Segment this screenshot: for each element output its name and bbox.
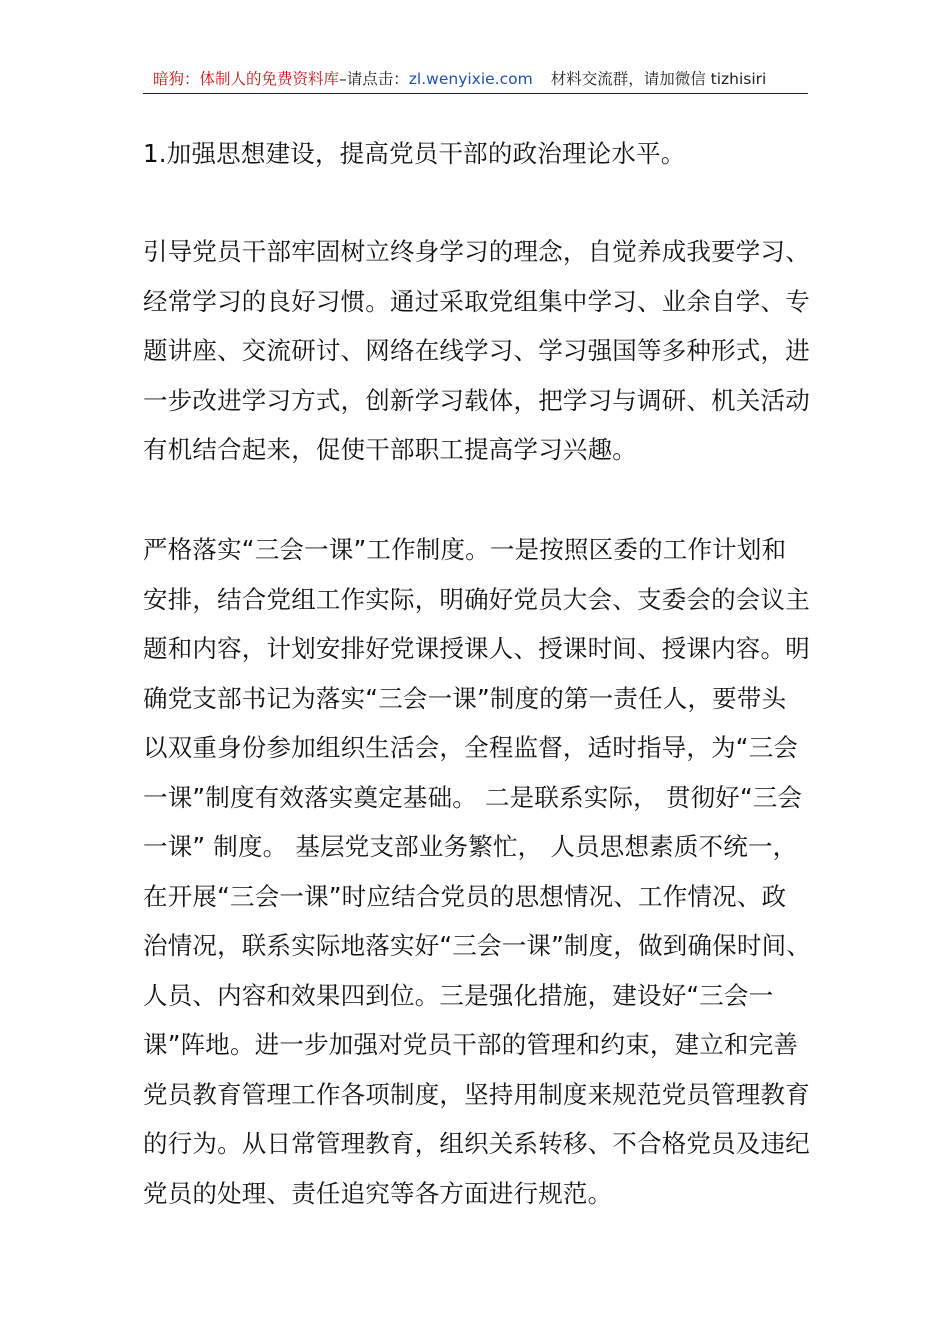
paragraph-line: 有机结合起来，促使干部职工提高学习兴趣。	[143, 435, 637, 464]
header-group-text: 材料交流群，请加微信 tizhisiri	[550, 70, 767, 88]
paragraph-line: 引导党员干部牢固树立终身学习的理念，自觉养成我要学习、	[143, 237, 810, 266]
header-brand: 暗狗：体制人的免费资料库	[153, 70, 340, 88]
paragraph-line: 一课”制度有效落实奠定基础。 二是联系实际， 贯彻好“三会	[143, 783, 803, 812]
page-header	[143, 66, 808, 94]
paragraph-line: 安排，结合党组工作实际，明确好党员大会、支委会的会议主	[143, 585, 810, 614]
paragraph-line: 确党支部书记为落实“三会一课”制度的第一责任人，要带头	[143, 684, 787, 713]
paragraph-line: 一步改进学习方式，创新学习载体，把学习与调研、机关活动	[143, 386, 810, 415]
paragraph-line: 严格落实“三会一课”工作制度。一是按照区委的工作计划和	[143, 535, 787, 564]
header-url-link[interactable]: zl.wenyixie.com	[408, 70, 533, 88]
paragraph-line: 题和内容，计划安排好党课授课人、授课时间、授课内容。明	[143, 634, 810, 663]
paragraph-line: 党员的处理、责任追究等各方面进行规范。	[143, 1179, 613, 1208]
paragraph-line: 人员、内容和效果四到位。三是强化措施，建设好“三会一	[143, 981, 774, 1010]
paragraph-line: 以双重身份参加组织生活会，全程监督，适时指导，为“三会	[143, 733, 799, 762]
paragraph-line: 经常学习的良好习惯。通过采取党组集中学习、业余自学、专	[143, 287, 810, 316]
paragraph-line: 的行为。从日常管理教育，组织关系转移、不合格党员及违纪	[143, 1129, 810, 1158]
paragraph-line: 一课” 制度。 基层党支部业务繁忙， 人员思想素质不统一，	[143, 832, 798, 861]
paragraph-line: 在开展“三会一课”时应结合党员的思想情况、工作情况、政	[143, 882, 787, 911]
paragraph-line: 党员教育管理工作各项制度，坚持用制度来规范党员管理教育	[143, 1080, 810, 1109]
header-click-prefix: –请点击：	[339, 70, 409, 88]
paragraph-line: 题讲座、交流研讨、网络在线学习、学习强国等多种形式，进	[143, 336, 810, 365]
section-heading: 1.加强思想建设，提高党员干部的政治理论水平。	[143, 139, 686, 168]
paragraph-line: 治情况，联系实际地落实好“三会一课”制度，做到确保时间、	[143, 931, 811, 960]
paragraph-line: 课”阵地。进一步加强对党员干部的管理和约束，建立和完善	[143, 1030, 799, 1059]
